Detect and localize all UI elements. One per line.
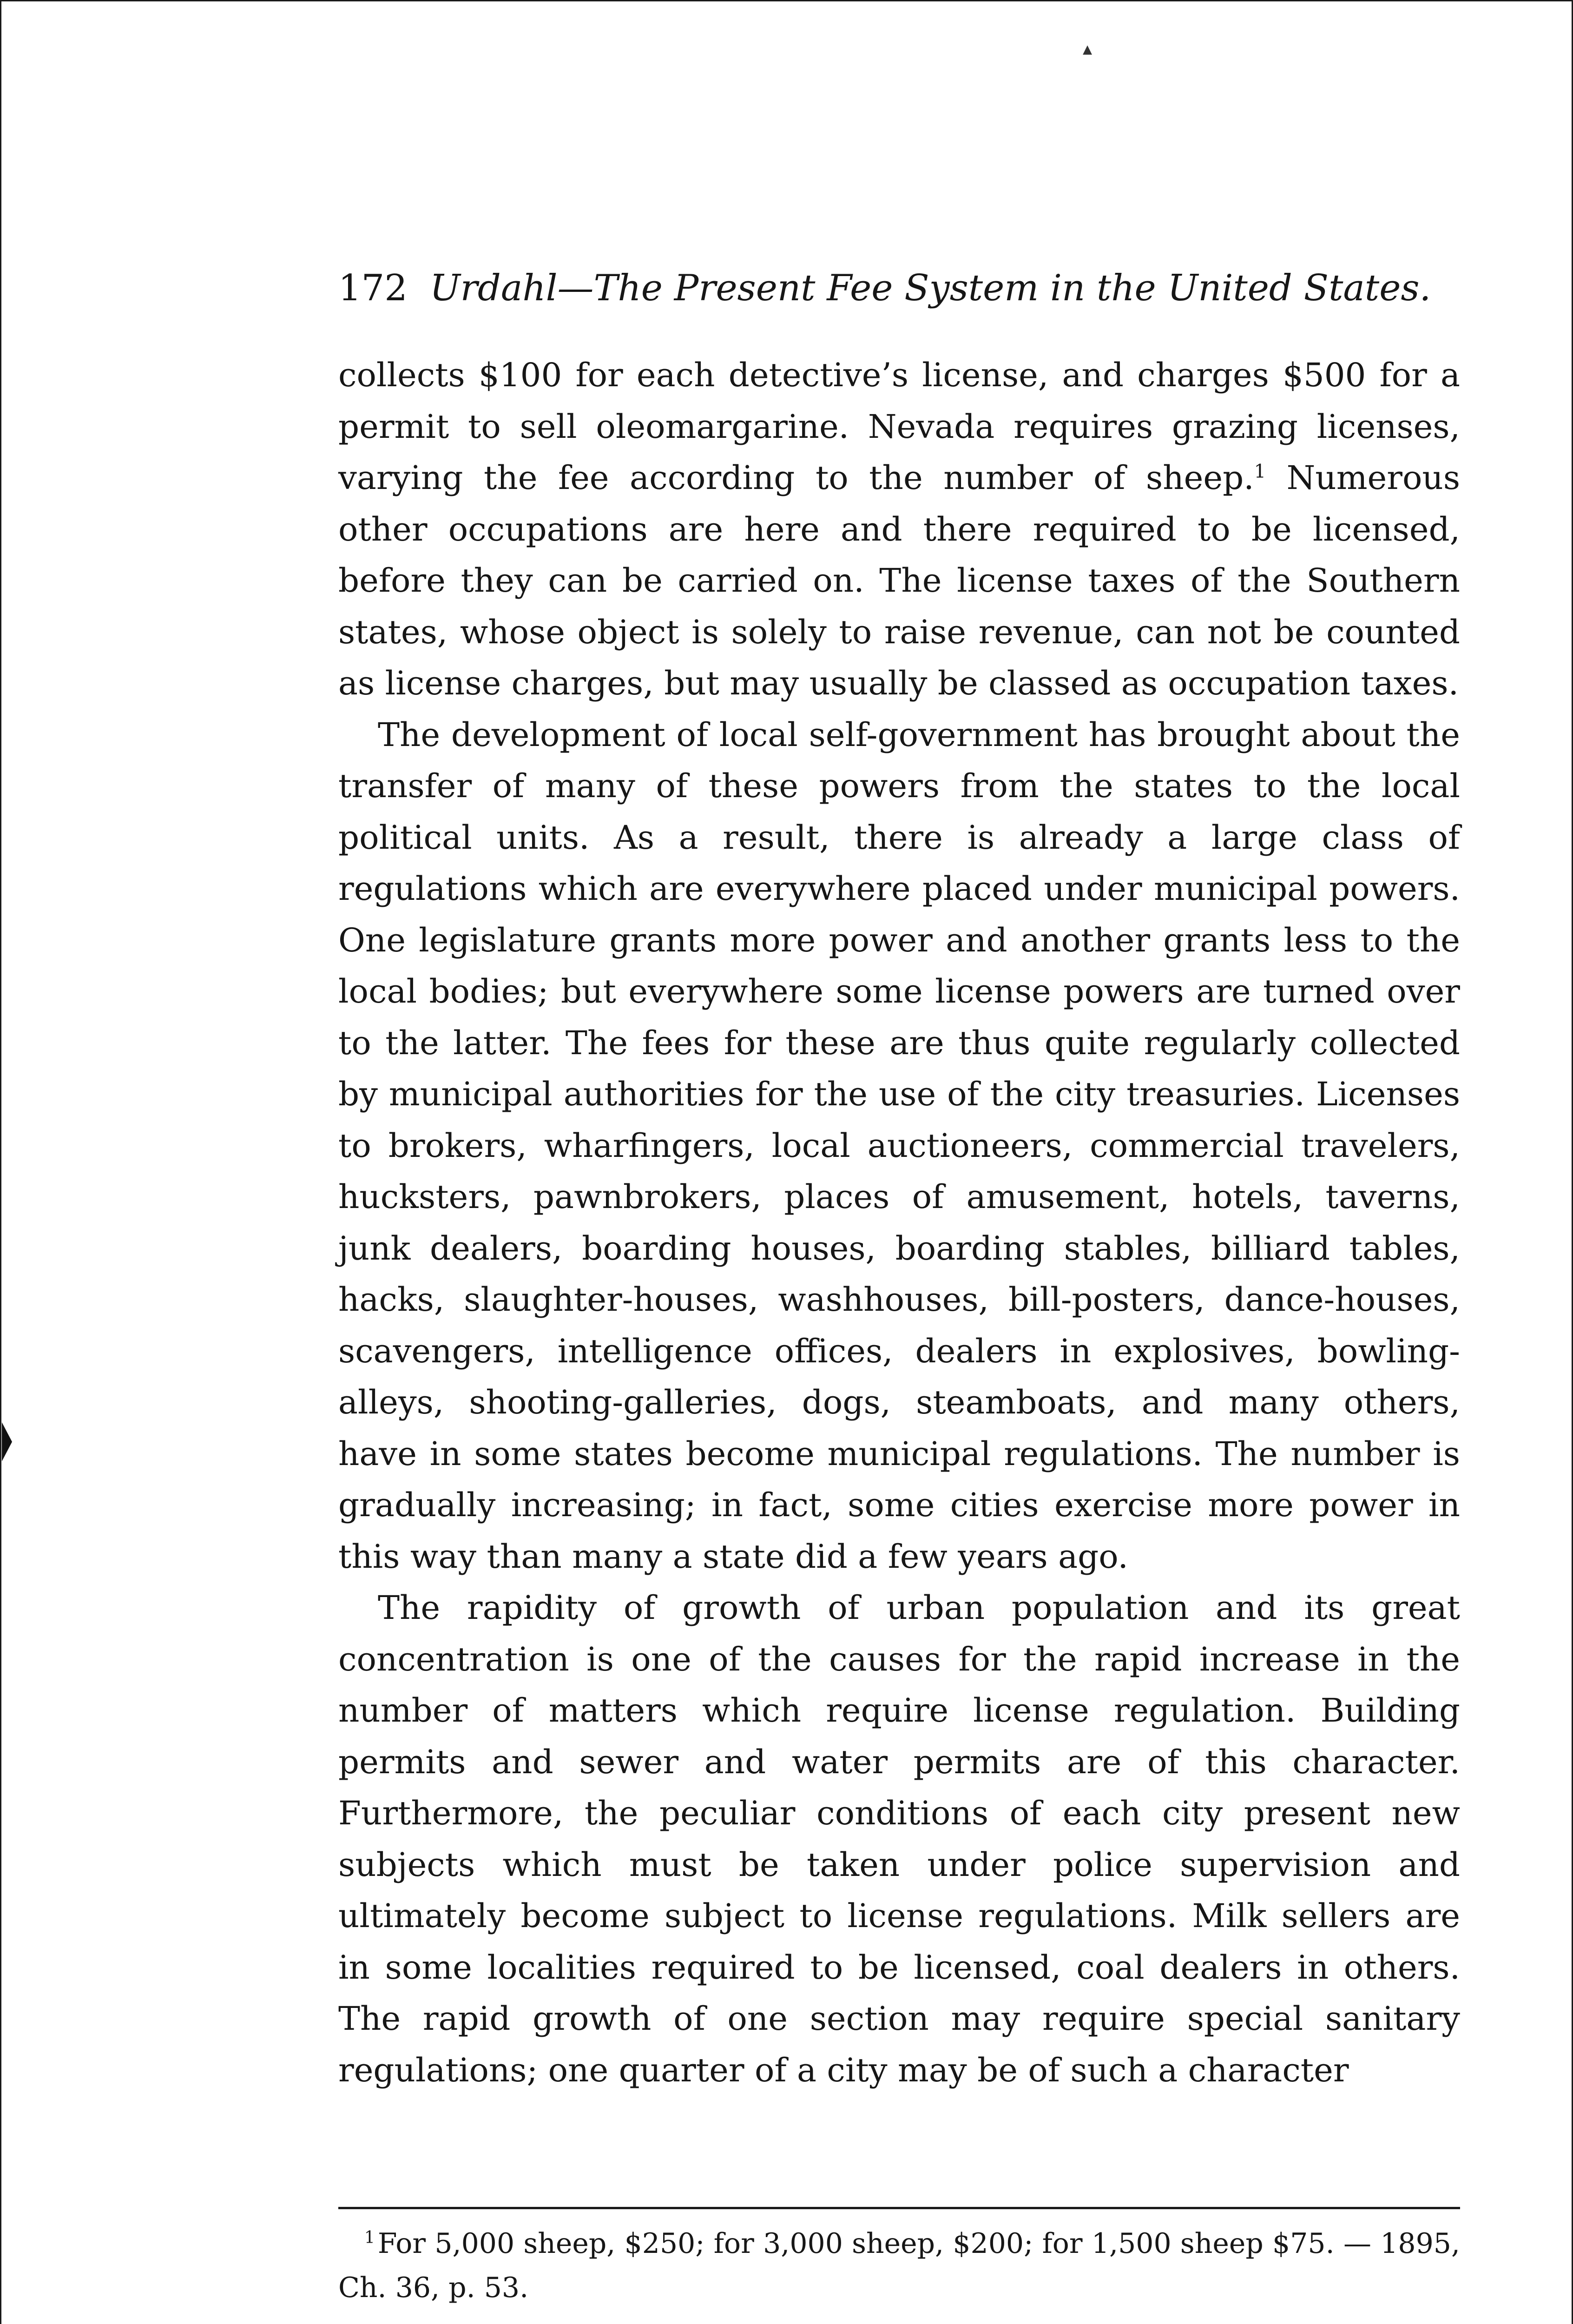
footnote [338,2222,1460,2310]
footnote-text: For 5,000 sheep, $250; for 3,000 sheep, $200; for 1,500 sheep $75. — 1895, Ch. 36, p. 53. [338,2227,1460,2304]
margin-arrow-mark [2,1422,12,1461]
footnote-mark: 1 [364,2228,375,2247]
footnote-reference: 1 [1254,461,1266,482]
footnote-divider [338,2207,1460,2209]
running-title: Urdahl—The Present Fee System in the United States. [429,267,1431,309]
paragraph-1 [338,350,1460,709]
paragraph-1-text: collects $100 for each detective’s license, and charges $500 for a permit to sell oleomargarine. Nevada requires grazing licenses, varying the fee according to the number of sheep. [338,356,1460,497]
print-speck-mark: ▴ [1083,38,1093,59]
body-text [338,350,1460,2096]
running-header [338,260,1463,316]
paragraph-3: The rapidity of growth of urban population and its great concentration is one of the causes for the rapid increase in the number of matters which require license regulation. Building permits and sewer and water permits are of this character. Furthermore, the peculiar conditions of each city present new subjects which must be taken under police supervision and ultimately become subject to license regulations. Milk sellers are in some localities required to be licensed, coal dealers in others. The rapid growth of one section may require special sanitary regulations; one quarter of a city may be of such a character [338,1589,1460,2089]
paragraph-1-continuation: Numerous other occupations are here and there required to be licensed, before they can be carried on. The license taxes of the Southern states, whose object is solely to raise revenue, can not be counted as license charges, but may usually be classed as occupation taxes. [338,459,1461,702]
page-number: 172 [338,267,408,309]
paragraph-2: The development of local self-government has brought about the transfer of many of these powers from the states to the local political units. As a result, there is already a large class of regulations which are everywhere placed under municipal powers. One legislature grants more power and another grants less to the local bodies; but everywhere some license powers are turned over to the latter. The fees for these are thus quite regularly collected by municipal authorities for the use of the city treasuries. Licenses to brokers, wharfingers, local auctioneers, commercial travelers, hucksters, pawnbrokers, places of amusement, hotels, taverns, junk dealers, boarding houses, boarding stables, billiard tables, hacks, slaughter-houses, washhouses, bill-posters, dance-houses, scavengers, intelligence offices, dealers in explosives, bowling-alleys, shooting-galleries, dogs, steamboats, and many others, have in some states become municipal regulations. The number is gradually increasing; in fact, some cities exercise more power in this way than many a state did a few years ago. [338,715,1460,1576]
